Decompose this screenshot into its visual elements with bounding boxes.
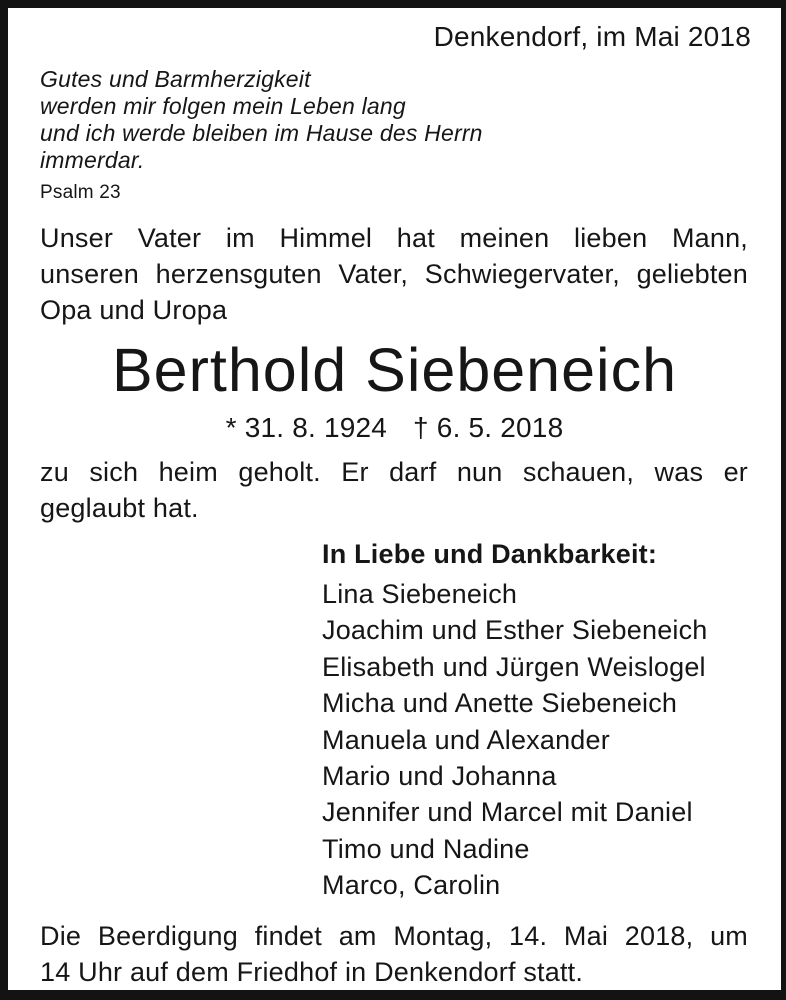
mourners-section	[322, 538, 781, 904]
death-date: † 6. 5. 2018	[413, 412, 564, 443]
mourner-name: Lina Siebeneich	[322, 579, 518, 609]
mourner-name: Jennifer und Marcel mit Daniel	[322, 797, 693, 828]
mourner-name: Elisabeth und Jürgen Weislogel	[322, 651, 706, 682]
psalm-line: und ich werde bleiben im Hause des Herrn	[40, 120, 483, 146]
mourner-name: Micha und Anette Siebeneich	[322, 688, 678, 719]
birth-date: * 31. 8. 1924	[225, 412, 388, 443]
announcement-line: Unser Vater im Himmel hat meinen lieben Mann,	[40, 223, 748, 253]
mourner-name: Mario und Johanna	[322, 761, 557, 792]
continuation-line: zu sich heim geholt. Er darf nun schauen, was er	[40, 457, 748, 487]
mourner-name: Marco, Carolin	[322, 870, 501, 901]
closing-heading: In Liebe und Dankbarkeit:	[322, 539, 658, 569]
announcement-line: Opa und Uropa	[40, 295, 228, 325]
psalm-line: immerdar.	[40, 147, 145, 173]
psalm-line: werden mir folgen mein Leben lang	[40, 93, 406, 119]
continuation-paragraph	[40, 454, 748, 526]
announcement-line: unseren herzensguten Vater, Schwiegervater, geliebten	[40, 259, 748, 289]
funeral-line: 14 Uhr auf dem Friedhof in Denkendorf statt.	[40, 956, 584, 987]
obituary-notice	[8, 8, 781, 990]
announcement-paragraph	[40, 220, 748, 328]
mourner-name: Manuela und Alexander	[322, 724, 610, 755]
life-dates	[8, 412, 781, 444]
deceased-name: Berthold Siebeneich	[112, 336, 677, 404]
mourner-name: Timo und Nadine	[322, 833, 530, 864]
psalm-reference: Psalm 23	[40, 182, 121, 203]
funeral-info	[40, 918, 748, 990]
psalm-quote	[40, 66, 748, 174]
mourners-list	[322, 576, 781, 904]
dateline: Denkendorf, im Mai 2018	[433, 21, 751, 52]
funeral-line: Die Beerdigung findet am Montag, 14. Mai 2018, um	[40, 920, 748, 951]
mourner-name: Joachim und Esther Siebeneich	[322, 615, 708, 646]
psalm-line: Gutes und Barmherzigkeit	[40, 66, 311, 92]
continuation-line: geglaubt hat.	[40, 493, 199, 523]
